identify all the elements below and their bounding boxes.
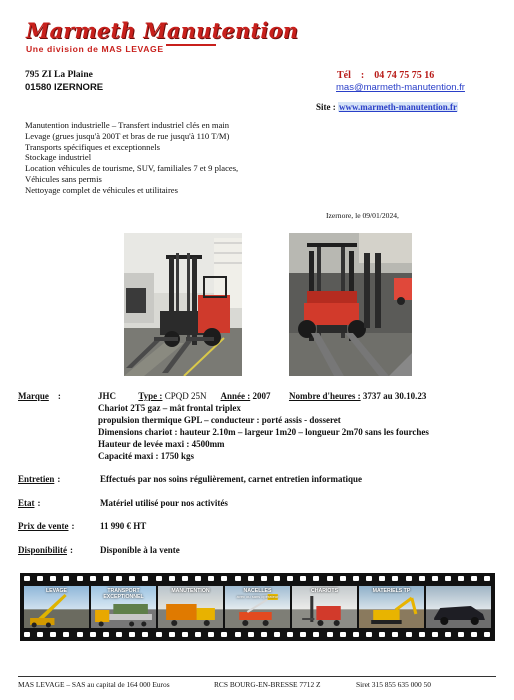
website-label: Site :	[316, 102, 336, 112]
services-list	[25, 120, 325, 196]
film-perforation	[50, 632, 56, 637]
website-link[interactable]: www.marmeth-manutention.fr	[339, 102, 457, 112]
maintenance-value: Effectués par nos soins régulièrement, carnet entretien informatique	[100, 474, 362, 484]
availability-label: Disponibilité :	[18, 545, 74, 555]
price-label: Prix de vente :	[18, 521, 75, 531]
film-perforation	[77, 576, 83, 581]
film-perforation	[340, 632, 346, 637]
frame-label: LEVAGE	[46, 588, 67, 594]
film-perforation	[471, 576, 477, 581]
film-perforation	[156, 632, 162, 637]
film-perforation	[129, 576, 135, 581]
film-frames	[24, 586, 491, 628]
film-perforation	[261, 576, 267, 581]
frame-label: MANUTENTION	[171, 588, 210, 594]
film-perforation	[458, 576, 464, 581]
film-perforation	[458, 632, 464, 637]
film-perforation	[392, 576, 398, 581]
email-link[interactable]: mas@marmeth-manutention.fr	[336, 82, 465, 93]
frame-label: CHARIOTS	[310, 588, 339, 594]
film-perforation	[445, 576, 451, 581]
forklift-photo-front	[124, 233, 242, 376]
film-perforation	[366, 632, 372, 637]
brand-value: JHC	[98, 391, 116, 401]
film-perforation	[90, 632, 96, 637]
spec-detail: Hauteur de levée maxi : 4500mm	[98, 439, 225, 449]
film-frame-nacelles	[225, 586, 290, 628]
film-perforation	[221, 632, 227, 637]
type-value: CPQD 25N	[164, 391, 207, 401]
footer-company: MAS LEVAGE – SAS au capital de 164 000 Euros	[18, 680, 170, 689]
film-perforation	[195, 632, 201, 637]
address-line-1: 795 ZI La Plaine	[25, 70, 93, 80]
film-perforation	[379, 632, 385, 637]
film-perforation	[63, 576, 69, 581]
film-perforation	[116, 576, 122, 581]
frame-label: NACELLES avec ou sans opérateur	[236, 588, 279, 599]
services-film-banner	[20, 573, 495, 641]
film-perforation	[63, 632, 69, 637]
film-perforation	[156, 576, 162, 581]
maintenance-label: Entretien :	[18, 474, 61, 484]
footer-rcs: RCS BOURG-EN-BRESSE 7712 Z	[214, 680, 321, 689]
service-item: Location véhicules de tourisme, SUV, familiales 7 et 9 places,	[25, 163, 239, 174]
film-perforation	[235, 576, 241, 581]
spec-detail: Capacité maxi : 1750 kgs	[98, 451, 194, 461]
film-perforation	[24, 576, 30, 581]
footer-rule	[18, 676, 496, 677]
film-perforation	[142, 576, 148, 581]
film-perforation	[274, 632, 280, 637]
phone-separator: :	[360, 70, 365, 81]
film-perforation	[313, 576, 319, 581]
film-perforation	[484, 576, 490, 581]
film-perforation	[419, 576, 425, 581]
film-perforation	[287, 632, 293, 637]
service-item: Transports spécifiques et exceptionnels	[25, 141, 161, 152]
condition-label: Etat :	[18, 498, 41, 508]
film-perforation	[182, 632, 188, 637]
website	[316, 102, 458, 112]
film-frame-manutention	[158, 586, 223, 628]
film-perforation	[484, 632, 490, 637]
film-perforation	[432, 576, 438, 581]
film-perforation	[169, 576, 175, 581]
film-perforation	[129, 632, 135, 637]
service-item: Nettoyage complet de véhicules et utilitaires	[25, 184, 178, 195]
film-perforation	[366, 576, 372, 581]
film-perforation	[50, 576, 56, 581]
hours-label: Nombre d'heures :	[288, 391, 361, 401]
film-perforation	[208, 632, 214, 637]
phone-label: Tél	[337, 70, 351, 81]
film-perforation	[235, 632, 241, 637]
spec-detail: Dimensions chariot : hauteur 2.10m – largeur 1m20 – longueur 2m70 sans les fourches	[98, 427, 429, 437]
film-perforation	[24, 632, 30, 637]
type-label: Type :	[138, 391, 163, 401]
film-perforation	[169, 632, 175, 637]
company-logo-title: Marmeth Manutention	[26, 18, 299, 43]
film-perforations-bottom	[24, 632, 491, 638]
film-perforation	[221, 576, 227, 581]
film-frame-chariots	[292, 586, 357, 628]
company-tagline: Une division de MAS LEVAGE	[26, 44, 164, 54]
service-item: Levage (grues jusqu'à 200T et bras de rue jusqu'à 110 T/M)	[25, 130, 230, 141]
film-perforation	[300, 632, 306, 637]
spec-detail: Chariot 2T5 gaz – mât frontal triplex	[98, 403, 241, 413]
spec-detail: propulsion thermique GPL – conducteur : porté assis - dosseret	[98, 415, 341, 425]
film-perforation	[327, 632, 333, 637]
service-item: Manutention industrielle – Transfert industriel clés en main	[25, 120, 230, 130]
film-perforations-top	[24, 576, 491, 582]
film-frame-vehicles	[426, 586, 491, 628]
film-perforation	[327, 576, 333, 581]
film-perforation	[340, 576, 346, 581]
film-perforation	[419, 632, 425, 637]
hours-value: 3737 au 30.10.23	[362, 391, 427, 401]
forklift-photo-rear	[289, 233, 412, 376]
film-perforation	[77, 632, 83, 637]
service-item: Véhicules sans permis	[25, 173, 102, 184]
film-perforation	[248, 632, 254, 637]
film-perforation	[353, 632, 359, 637]
film-perforation	[379, 576, 385, 581]
film-perforation	[432, 632, 438, 637]
film-perforation	[208, 576, 214, 581]
condition-value: Matériel utilisé pour nos activités	[100, 498, 228, 508]
film-perforation	[90, 576, 96, 581]
film-perforation	[406, 632, 412, 637]
film-perforation	[392, 632, 398, 637]
frame-label: MATERIELS TP	[372, 588, 411, 594]
film-perforation	[274, 576, 280, 581]
frame-label: TRANSPORT EXCEPTIONNEL	[103, 588, 144, 600]
year-label: Année :	[220, 391, 251, 401]
film-perforation	[142, 632, 148, 637]
address-line-2: 01580 IZERNORE	[25, 82, 104, 93]
price-value: 11 990 € HT	[100, 521, 147, 531]
film-perforation	[103, 632, 109, 637]
film-perforation	[313, 632, 319, 637]
availability-value: Disponible à la vente	[100, 545, 180, 555]
film-frame-transport	[91, 586, 156, 628]
film-frame-materiels-tp	[359, 586, 424, 628]
film-perforation	[406, 576, 412, 581]
film-frame-levage	[24, 586, 89, 628]
year-value: 2007	[252, 391, 271, 401]
film-perforation	[261, 632, 267, 637]
brand-label: Marque :	[18, 391, 61, 401]
film-perforation	[37, 632, 43, 637]
film-perforation	[103, 576, 109, 581]
specs-first-line	[98, 391, 426, 401]
film-perforation	[248, 576, 254, 581]
film-perforation	[287, 576, 293, 581]
film-perforation	[182, 576, 188, 581]
film-perforation	[300, 576, 306, 581]
film-perforation	[195, 576, 201, 581]
film-perforation	[116, 632, 122, 637]
film-perforation	[445, 632, 451, 637]
film-perforation	[37, 576, 43, 581]
phone	[337, 70, 434, 81]
footer-siret: Siret 315 855 635 000 50	[356, 680, 431, 689]
document-date: Izernore, le 09/01/2024,	[326, 211, 399, 220]
service-item: Stockage industriel	[25, 152, 92, 163]
film-perforation	[353, 576, 359, 581]
phone-number: 04 74 75 75 16	[374, 70, 435, 81]
film-perforation	[471, 632, 477, 637]
